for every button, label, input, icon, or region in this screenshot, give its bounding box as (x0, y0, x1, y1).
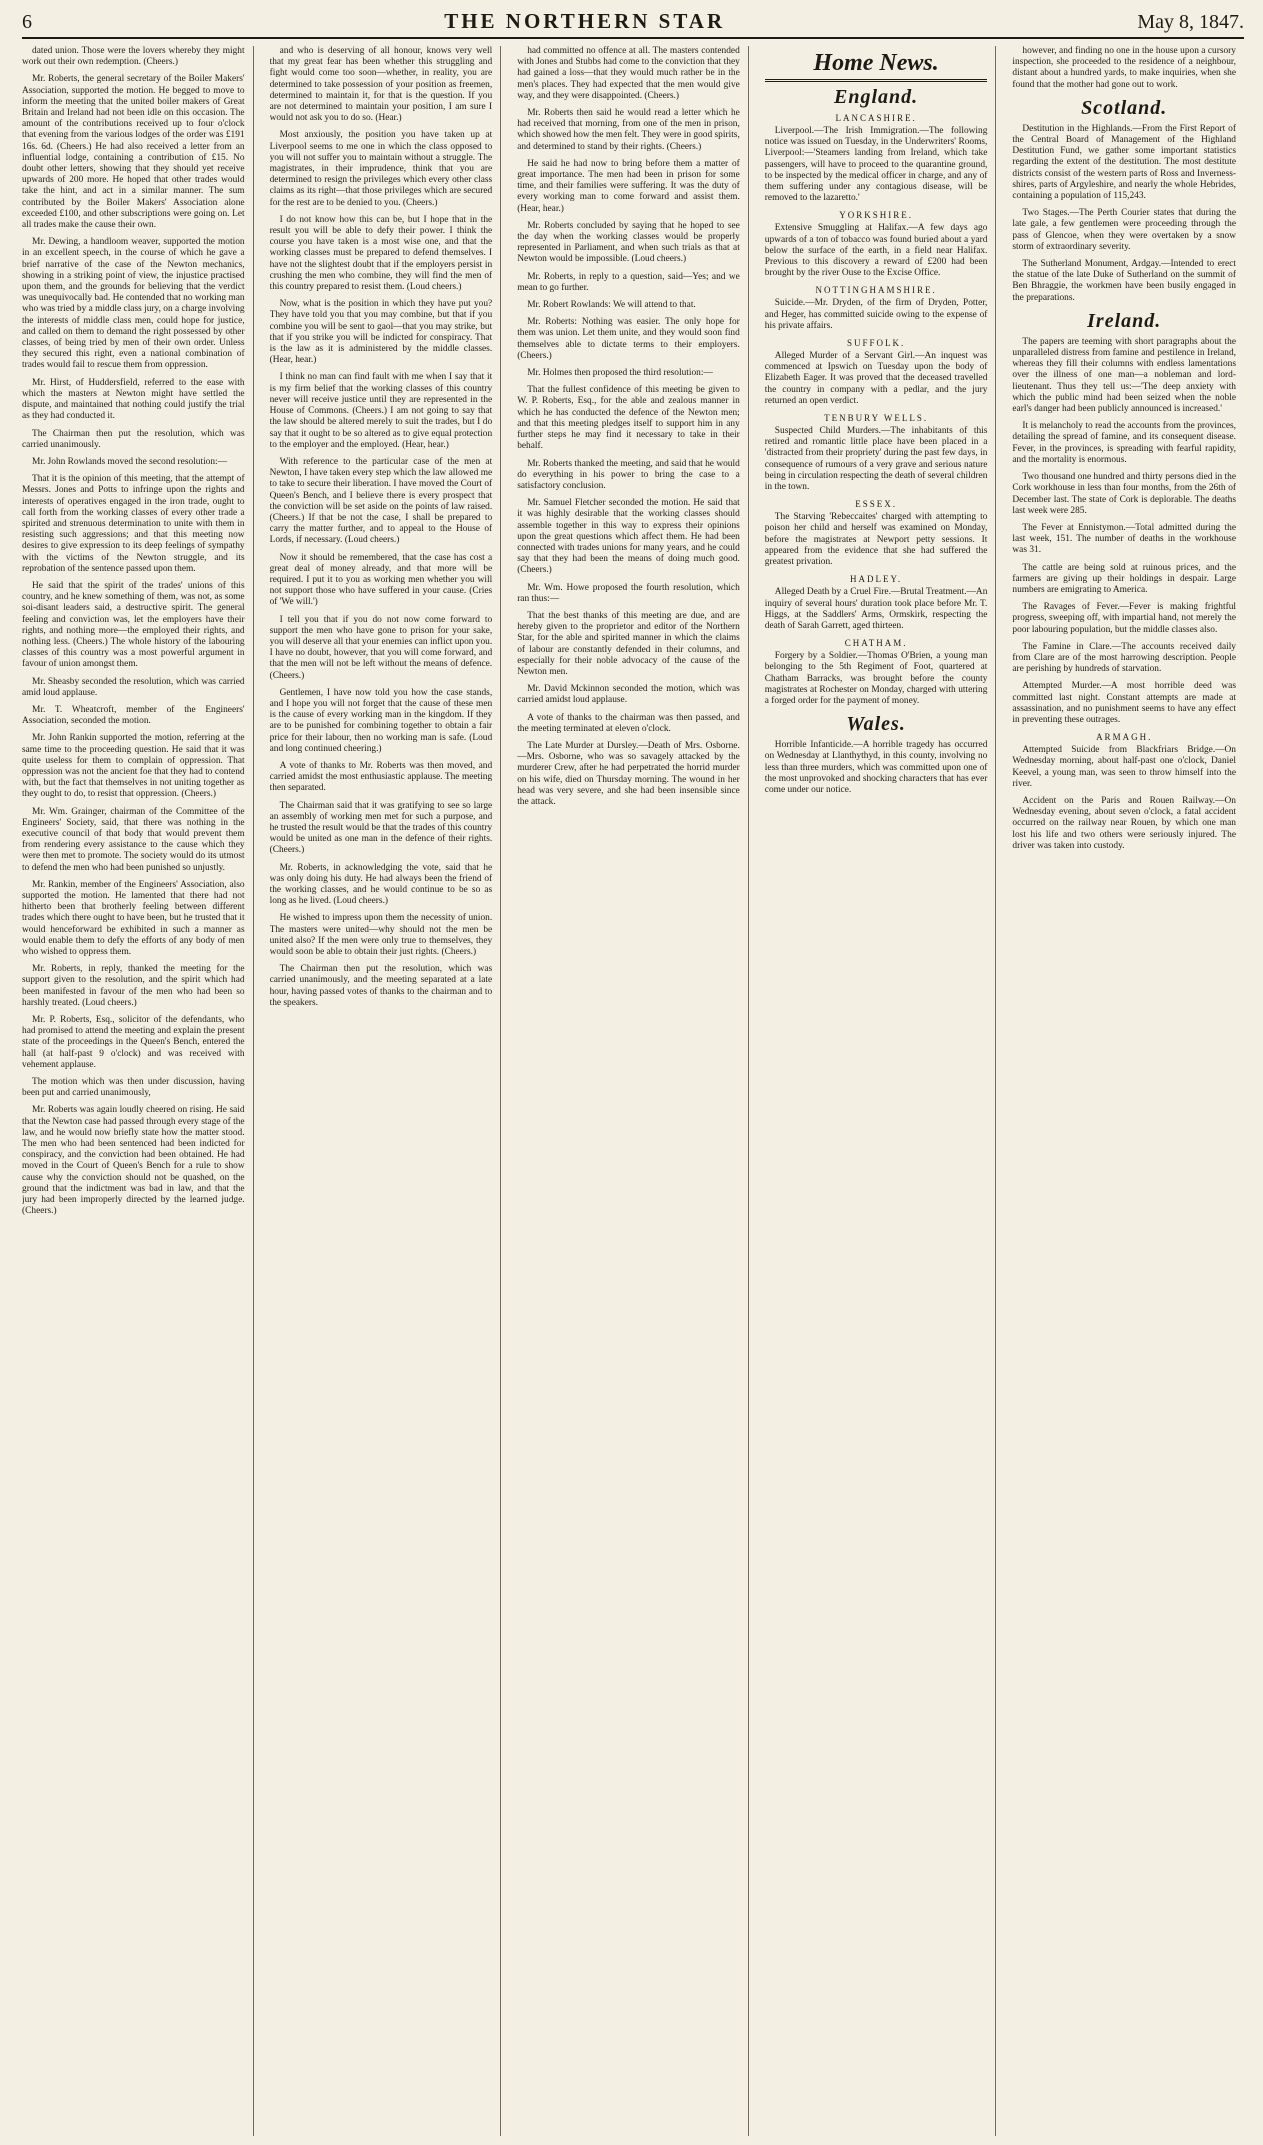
paragraph: That the fullest confidence of this meeting be given to W. P. Roberts, Esq., for the able and zealous manner in which he has conducted the defence of the Newton men; and that this meeting pledges itself to support him in any further steps he may find it necessary to take in their behalf. (517, 385, 740, 452)
paragraph: Alleged Death by a Cruel Fire.—Brutal Treatment.—An inquiry of several hours' duration took place before Mr. T. Higgs, at the Saddlers' Arms, Ormskirk, respecting the death of Sarah Garrett, aged thirteen. (764, 587, 988, 631)
paragraph: Two thousand one hundred and thirty persons died in the Cork workhouse in less than four months, from the 26th of December last. The state of Cork is deplorable. The deaths last week were 285. (1012, 472, 1236, 516)
section-heading-ireland: Ireland. (1087, 309, 1162, 332)
column-5 (1012, 46, 1244, 2136)
paragraph: He wished to impress upon them the necessity of union. The masters were united—why should not the men be united also? If the men were only true to themselves, they would soon be able to obtain their just rights. (Cheers.) (269, 913, 493, 958)
paragraph: had committed no offence at all. The masters contended with Jones and Stubbs had come to the conviction that they had gained a loss—that they would much rather be in the men's places. They had expected that the men would give way, and they were disappointed. (Cheers.) (517, 46, 740, 101)
paragraph: Now, what is the position in which they have put you? They have told you that you may combine, but that if you combine you will be sent to gaol—that you may strike, but that if you strike you will be indicted for conspiracy. That is the law as it is administered by the middle classes. (Hear, hear.) (269, 299, 493, 366)
section-heading-home-news: Home News. (813, 50, 939, 76)
paragraph: The Late Murder at Dursley.—Death of Mrs. Osborne.—Mrs. Osborne, who was so savagely attacked by the murderer Crew, after he had perpetrated the horrid murder on his wife, died on Thursday morning. The wound in her head was very severe, and she had been insensible since the attack. (517, 740, 740, 807)
paragraph: Mr. Robert Rowlands: We will attend to that. (527, 300, 696, 311)
paragraph: He said he had now to bring before them a matter of great importance. The men had been in prison for some time, and their families were suffering. It was the duty of every working man to come forward and assist them. (Hear, hear.) (517, 158, 740, 214)
paragraph: I think no man can find fault with me when I say that it is my firm belief that the working classes of this country never will receive justice until they are represented in the House of Commons. (Cheers.) I am not going to say that the law should be altered merely to suit the trades, but I do say that it ought to be so altered as to give equal protection to the employer and the employed. (Hear, hear.) (269, 372, 493, 450)
paragraph: The Starving 'Rebeccaites' charged with attempting to poison her child and herself was examined on Monday, before the magistrates at Newport petty sessions. It appeared from the evidence that she had suffered the greatest privation. (764, 512, 988, 568)
paragraph: Mr. Roberts, in acknowledging the vote, said that he was only doing his duty. He had always been the friend of the working classes, and he would continue to be so as long as he lived. (Loud cheers.) (269, 862, 493, 907)
paragraph: With reference to the particular case of the men at Newton, I have taken every step which the law allowed me to take to secure their liberation. I have moved the Court of Queen's Bench, and I believe there is every prospect that the conviction will be set aside on the points of law raised. (Cheers.) If that be not the case, I shall be prepared to carry the matter further, and to appeal to the House of Lords, if necessary. (Loud cheers.) (269, 456, 493, 546)
paragraph: The Chairman then put the resolution, which was carried unanimously, and the meeting separated at a late hour, having passed votes of thanks to the chairman and to the speakers. (269, 964, 493, 1008)
paragraph: It is melancholy to read the accounts from the provinces, detailing the spread of famine, and its consequent disease. Fever, in the provinces, is spreading with fearful rapidity, and the mortality is enormous. (1012, 421, 1236, 465)
paragraph: Mr. Holmes then proposed the third resolution:— (527, 368, 713, 379)
paragraph: The motion which was then under discussion, having been put and carried unanimously, (22, 1077, 245, 1099)
paragraph: I tell you that if you do not now come forward to support the men who have gone to prison for your sake, you will deserve all that your enemies can inflict upon you. I have no doubt, however, that you will come forward, and that the men will not be left without the means of defence. (Cheers.) (269, 614, 493, 681)
paragraph: Suspected Child Murders.—The inhabitants of this retired and romantic little place have been placed in a 'distracted from their propriety' during the past few days, in consequence of rumours of a very grave and serious nature being in circulation respecting the death of several children in the town. (764, 426, 988, 493)
paragraph: however, and finding no one in the house upon a cursory inspection, she proceeded to the residence of a neighbour, distant about a hundred yards, to make inquiries, when she found that the mother had gone out to work. (1012, 46, 1236, 90)
paragraph: Mr. Wm. Grainger, chairman of the Committee of the Engineers' Society, said, that there was nothing in the executive council of that body that would prevent them from rendering every assistance to the cause which they were then met to promote. The society would do its utmost to defend the men who had been punished so unjustly. (22, 806, 245, 873)
paragraph: Now it should be remembered, that the case has cost a great deal of money already, and that more will be required. I put it to you as working men whether you will not support those who have suffered in your cause. (Cries of 'We will.') (269, 552, 493, 608)
paragraph: Mr. Roberts concluded by saying that he hoped to see the day when the working classes would be properly represented in Parliament, and when such trials as that at Newton would be impossible. (Loud cheers.) (517, 220, 740, 265)
paragraph: Mr. Wm. Howe proposed the fourth resolution, which ran thus:— (517, 582, 740, 604)
paragraph: Alleged Murder of a Servant Girl.—An inquest was commenced at Ipswich on Tuesday upon the body of Elizabeth Eager. It was proved that the deceased travelled the country in company with a pedlar, and the jury returned an open verdict. (764, 351, 988, 406)
paragraph: Liverpool.—The Irish Immigration.—The following notice was issued on Tuesday, in the Underwriters' Rooms, Liverpool:—'Steamers landing from Ireland, which take passengers, will have to proceed to the quarantine ground, to be inspected by the medical officer in charge, and any of them suffering under any contagious disease, will be removed to the lazaretto.' (764, 126, 988, 204)
paragraph: The Sutherland Monument, Ardgay.—Intended to erect the statue of the late Duke of Sutherland on the summit of Ben Bhraggie, the workmen have been busily engaged in the preparations. (1012, 259, 1236, 303)
paragraph: Attempted Murder.—A most horrible deed was committed last night. Constant attempts are made at assassination, and no punishment seems to have any effect in preventing these outrages. (1012, 681, 1236, 725)
paragraph: Mr. David Mckinnon seconded the motion, which was carried amidst loud applause. (517, 684, 740, 706)
paragraph: Mr. Roberts, in reply, thanked the meeting for the support given to the resolution, and the spirit which had been manifested in favour of the men who had been so harshly treated. (Loud cheers.) (22, 964, 245, 1008)
masthead (22, 4, 1244, 39)
paragraph: The Famine in Clare.—The accounts received daily from Clare are of the most harrowing description. People are perishing by hundreds of starvation. (1012, 641, 1236, 675)
paragraph: Forgery by a Soldier.—Thomas O'Brien, a young man belonging to the 5th Regiment of Foot, quartered at Chatham Barracks, was brought before the county magistrates at Rochester on Monday, charged with uttering a forged order for the payment of money. (764, 651, 988, 706)
paragraph: Mr. Dewing, a handloom weaver, supported the motion in an excellent speech, in the course of which he gave a brief narrative of the case of the Newton mechanics, showing in a striking point of view, the injustice practised upon them, and the grounds for believing that the verdict was unequivocally bad. He contended that no working man who was tried by a middle class jury, on a charge involving the interests of middle class men, could hope for justice, and called on them to demand the right possessed by other classes, of being tried by men of their own order. Unless they secured this right, even a national combination of trades would fail to rescue them from oppression. (22, 237, 245, 371)
column-2 (270, 46, 502, 2136)
paragraph: He said that the spirit of the trades' unions of this country, and he knew something of them, was not, as some soi-disant leaders said, a destructive spirit. The general feeling and conviction was, let the employers have their rights, and nothing more—the employed their rights, and nothing less. (Cheers.) The whole history of the labouring classes of this country was a most powerful argument in favour of union amongst them. (22, 580, 245, 670)
paragraph: Mr. Roberts was again loudly cheered on rising. He said that the Newton case had passed through every stage of the law, and he would now briefly state how the matter stood. The men who had been sentenced had been indicted for conspiracy, and the conviction had been obtained. He had moved in the Court of Queen's Bench for a rule to show cause why the conviction should not be quashed, on the ground that the indictment was bad in law, and that the jury had been improperly directed by the learned judge. (Cheers.) (22, 1105, 245, 1217)
paragraph: I do not know how this can be, but I hope that in the result you will be able to defy their power. I think the course you have taken is a most wise one, and that the working classes must be prepared to defend themselves. I have not the slightest doubt that if the employers persist in crushing the men who combine, they will find the men of this country prepared to resist them. (Loud cheers.) (269, 214, 493, 293)
paragraph: Mr. Samuel Fletcher seconded the motion. He said that it was highly desirable that the working classes should assemble together in this way to express their opinions upon the great questions which affect them. He had been connected with trades unions for many years, and he could say that they had been the means of doing much good. (Cheers.) (517, 498, 740, 576)
paragraph: Mr. Sheasby seconded the resolution, which was carried amid loud applause. (22, 676, 245, 698)
page-number: 6 (22, 11, 32, 33)
place-heading: SUFFOLK. (846, 338, 906, 349)
paragraph: The Chairman said that it was gratifying to see so large an assembly of working men met for such a purpose, and he trusted the result would be that the trades of this country would be united as one man in the defence of their rights. (Cheers.) (269, 800, 493, 856)
paragraph: Suicide.—Mr. Dryden, of the firm of Dryden, Potter, and Heger, has committed suicide owing to the expense of his private affairs. (764, 298, 988, 331)
paragraph: Mr. John Rowlands moved the second resolution:— (32, 456, 228, 467)
paragraph: A vote of thanks to the chairman was then passed, and the meeting terminated at eleven o'clock. (517, 712, 740, 734)
paragraph: Mr. T. Wheatcroft, member of the Engineers' Association, seconded the motion. (22, 704, 245, 727)
masthead-rule (22, 38, 1244, 39)
paragraph: The papers are teeming with short paragraphs about the unparalleled distress from famine and pestilence in Ireland, whereas they fill their columns with endless lamentations over the illness of one man—a nobleman and lord-lieutenant. Thus they tell us:—'The deep anxiety with which the public mind had been seized when the noble earl's danger had been publicly announced is increased.' (1012, 336, 1236, 415)
paragraph: and who is deserving of all honour, knows very well that my great fear has been whether this struggling and fight would come too soon—whether, in reality, you are determined to take possession of your position as freemen, determined to maintain it, for that is the question. If you are not determined to maintain your position, I am sure I would not ask you to do so. (Hear.) (269, 46, 493, 124)
section-heading-wales: Wales. (846, 713, 906, 736)
section-rule (765, 79, 988, 82)
paragraph: Attempted Suicide from Blackfriars Bridge.—On Wednesday morning, about half-past one o'clock, Daniel Keevel, a young man, was seen to throw himself into the river. (1012, 745, 1236, 789)
paragraph: That it is the opinion of this meeting, that the attempt of Messrs. Jones and Potts to infringe upon the rights and interests of operatives engaged in the iron trade, ought to call forth from the working classes of every other trade a spirited and strenuous determination to unite with them in resisting such aggressions; and that this meeting now desires to give expression to its deep feelings of sympathy with the victims of the Newton struggle, and its reprobation of the sentence passed upon them. (22, 474, 245, 574)
paragraph: Mr. Roberts: Nothing was easier. The only hope for them was union. Let them unite, and they would soon find themselves able to dictate terms to their employers. (Cheers.) (517, 317, 740, 361)
paragraph: Mr. Roberts then said he would read a letter which he had received that morning, from one of the men in prison, which showed how the men felt. They were in good spirits, and determined to stand by their rights. (Cheers.) (517, 108, 740, 152)
paragraph: Two Stages.—The Perth Courier states that during the late gale, a few gentlemen were proceeding through the pass of Glencoe, when they were overtaken by a snow storm of extraordinary severity. (1012, 208, 1236, 252)
paragraph: Mr. Rankin, member of the Engineers' Association, also supported the motion. He lamented that there had not hitherto been that brotherly feeling between different trades which there ought to have been, but he trusted that it would henceforward be exhibited in such a manner as would enable them to defy the efforts of any body of men who wished to oppress them. (22, 879, 245, 958)
paragraph: The Fever at Ennistymon.—Total admitted during the last week, 151. The number of deaths in the workhouse was 31. (1012, 522, 1236, 556)
place-heading: ESSEX. (855, 499, 897, 510)
paragraph: Extensive Smuggling at Halifax.—A few days ago upwards of a ton of tobacco was found buried about a yard below the surface of the earth, in a field near Halifax. Previous to this discovery a reward of £200 had been brought by the river Ouse to the Excise Office. (764, 223, 988, 279)
place-heading: CHATHAM. (844, 638, 908, 649)
place-heading: HADLEY. (850, 574, 903, 585)
paragraph: The Chairman then put the resolution, which was carried unanimously. (22, 428, 245, 450)
paragraph: The cattle are being sold at ruinous prices, and the farmers are giving up their holdings in despair. Large numbers are emigrating to America. (1012, 562, 1236, 595)
paragraph: Gentlemen, I have now told you how the case stands, and I hope you will not forget that the cause of these men is the cause of every working man in the kingdom. If they are to be punished for combining together to obtain a fair price for their labour, then no working man is safe. (Loud and long continued cheering.) (269, 687, 493, 754)
place-heading: TENBURY WELLS. (824, 413, 929, 424)
newspaper-title: THE NORTHERN STAR (444, 9, 726, 33)
paragraph: The Ravages of Fever.—Fever is making frightful progress, sweeping off, with impartial hand, not merely the poor labouring population, but the middle classes also. (1012, 602, 1236, 635)
column-3 (517, 46, 749, 2136)
paragraph: Most anxiously, the position you have taken up at Liverpool seems to me one in which the class opposed to you will not suffer you to maintain without a struggle. The magistrates, in their imprudence, think that you are determined to resign the privileges which every other class claims as its right—that those privileges which are secured for the rest are to be denied to you. (Cheers.) (269, 130, 493, 208)
paragraph: Mr. Hirst, of Huddersfield, referred to the ease with which the masters at Newton might have settled the dispute, and maintained that nothing could justify the trial as they had conducted it. (22, 377, 245, 422)
section-heading-england: England. (834, 86, 919, 108)
column-4 (765, 46, 997, 2136)
section-heading-scotland: Scotland. (1081, 96, 1168, 119)
paragraph: Mr. Roberts, in reply to a question, said—Yes; and we mean to go further. (517, 271, 740, 293)
place-heading: LANCASHIRE. (835, 113, 917, 123)
paragraph: Mr. Roberts, the general secretary of the Boiler Makers' Association, supported the motion. He begged to move to inform the meeting that the united boiler makers of Great Britain and Ireland had not been idle on this occasion. The amount of the contributions received up to four o'clock that evening from the various lodges of the order was £191 16s. 6d. (Cheers.) He had also received a letter from an influential lodge, containing a contribution of £15. No doubt other letters, showing that they should yet receive upwards of 200 more. He hoped that other trades would take the hint, and act in a similar manner. The sum contributed by the Boiler Makers' Association alone exceeded £100, and other subscriptions were going on. Let all trades make the cause their own. (22, 74, 245, 231)
place-heading: NOTTINGHAMSHIRE. (815, 285, 937, 296)
place-heading: ARMAGH. (1096, 732, 1153, 743)
paragraph: dated union. Those were the lovers whereby they might work out their own redemption. (Cheers.) (22, 46, 245, 68)
paragraph: Destitution in the Highlands.—From the First Report of the Central Board of Management of the Highland Destitution Fund, we gather some important statistics regarding the extent of the destitution. The most destitute districts consist of the western parts of Ross and Inverness-shires, parts of Argyleshire, and nearly the whole Hebrides, containing a population of 115,243. (1012, 123, 1236, 202)
paragraph: That the best thanks of this meeting are due, and are hereby given to the proprietor and editor of the Northern Star, for the able and spirited manner in which the claims of labour are constantly defended in their columns, and especially for their noble advocacy of the cause of the Newton men. (517, 610, 740, 677)
place-heading: YORKSHIRE. (839, 210, 913, 221)
article-columns (22, 46, 1244, 2136)
column-1 (22, 46, 254, 2136)
paragraph: Horrible Infanticide.—A horrible tragedy has occurred on Wednesday at Llanthythyd, in this county, involving no less than three murders, which was committed upon one of the most unprovoked and shocking characters that has ever come under our notice. (764, 740, 988, 795)
paragraph: Mr. P. Roberts, Esq., solicitor of the defendants, who had promised to attend the meeting and explain the present state of the proceedings in the Queen's Bench, entered the hall (at half-past 9 o'clock) and was received with vehement applause. (22, 1015, 245, 1070)
paragraph: Accident on the Paris and Rouen Railway.—On Wednesday evening, about seven o'clock, a fatal accident occurred on the railway near Rouen, by which one man lost his life and two others were seriously injured. The driver was taken into custody. (1012, 795, 1236, 851)
paragraph: Mr. John Rankin supported the motion, referring at the same time to the proceeding question. He said that it was quite useless for them to complain of oppression. That oppression was not the ancient foe that they had to contend with, but the fact that themselves in not uniting together as they ought to do, to resist that oppression. (Cheers.) (22, 733, 245, 800)
paragraph: Mr. Roberts thanked the meeting, and said that he would do everything in his power to bring the case to a satisfactory conclusion. (517, 458, 740, 491)
paragraph: A vote of thanks to Mr. Roberts was then moved, and carried amidst the most enthusiastic applause. The meeting then separated. (269, 760, 493, 794)
issue-date: May 8, 1847. (1137, 11, 1244, 33)
